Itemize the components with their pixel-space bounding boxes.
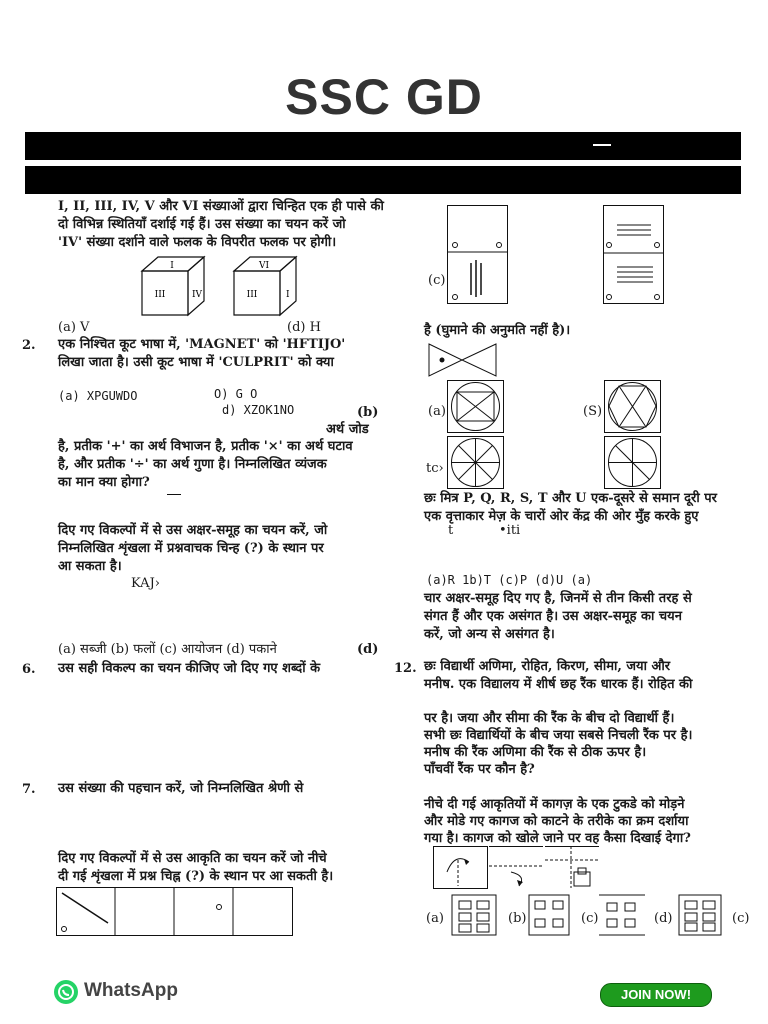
dash-mark	[167, 494, 181, 495]
q5-option-d: (d)	[357, 642, 379, 657]
q7-number: 7.	[22, 782, 36, 797]
join-now-label: JOIN NOW!	[620, 987, 692, 1002]
q2-line: एक निश्चित कूट भाषा में, 'MAGNET' को 'HFTIJO'	[58, 337, 346, 352]
dice2-right: I	[286, 290, 290, 300]
fold-answer-figures	[449, 893, 749, 937]
q7-line: उस संख्या की पहचान करें, जो निम्नलिखित श्रेणी से	[58, 781, 304, 796]
q6-number: 6.	[22, 662, 36, 677]
fragment-iti: •iti	[499, 523, 521, 538]
q1-option-a: (a) V	[58, 320, 90, 335]
q13-option-e: (c)	[732, 911, 750, 926]
dice1-top: I	[170, 261, 174, 271]
header-bar	[25, 132, 741, 160]
q5-options: (a) सब्जी (b) फलों (c) आयोजन (d) पकाने	[58, 642, 277, 657]
q2-option-a: (a) XPGUWDO	[58, 389, 138, 403]
q12-line: पर है। जया और सीमा की रैंक के बीच दो विद्यार्थी हैं।	[424, 711, 675, 726]
option-c-label: (c)	[428, 273, 446, 288]
series-figure	[56, 887, 294, 937]
q13-line: गया है। कागज को खोले जाने पर वह कैसा दिखाई देगा?	[424, 831, 691, 846]
paper-figures	[447, 205, 667, 305]
q3-fragment: अर्थ जोड	[326, 422, 369, 437]
bowtie-figure	[428, 343, 498, 377]
q2-number: 2.	[22, 338, 36, 353]
q1-line: दो विभिन्न स्थितियाँ दर्शाई गई हैं। उस संख्या का चयन करें जो	[58, 217, 346, 232]
fold-steps-figure	[433, 846, 603, 890]
q4-line: आ सकता है।	[58, 559, 122, 574]
dice1-right: IV	[192, 290, 203, 300]
q11-line: संगत हैं और एक असंगत है। उस अक्षर-समूह का चयन	[424, 609, 682, 624]
q1-line: 'IV' संख्या दर्शाने वाले फलक के विपरीत फलक पर होगी।	[58, 235, 337, 250]
q3-line: है, और प्रतीक '÷' का अर्थ गुणा है। निम्नलिखित व्यंजक	[58, 457, 327, 472]
dice1-left: III	[154, 290, 166, 300]
q8-line: दिए गए विकल्पों में से उस आकृति का चयन करें जो नीचे	[58, 851, 327, 866]
q1-line: I, II, III, IV, V और VI संख्याओं द्वारा चिन्हित एक ही पासे की	[58, 199, 384, 214]
fig-option-b: (S)	[583, 404, 603, 419]
q10-options: (a)R 1b)T (c)P (d)U (a)	[426, 573, 593, 587]
fig-option-c: tc›	[426, 461, 444, 476]
q12-line: छः विद्यार्थी अणिमा, रोहित, किरण, सीमा, जया और	[424, 659, 671, 674]
q13-option-a: (a)	[426, 911, 444, 926]
q12-number: 12.	[394, 661, 417, 676]
q4-fragment: KAJ›	[131, 576, 160, 591]
q13-line: नीचे दी गई आकृतियों में कागज़ के एक टुकडे को मोड़ने	[424, 797, 685, 812]
fig-option-a: (a)	[428, 404, 446, 419]
header-bar-2	[25, 166, 741, 194]
dice-figure	[140, 255, 300, 317]
rotation-note: है (घुमाने की अनुमति नहीं है)।	[424, 323, 571, 338]
dice2-left: III	[246, 290, 258, 300]
q2-option-b: (b)	[357, 405, 379, 420]
q1-option-d: (d) H	[287, 320, 321, 335]
q2-option-d: d) XZOK1NO	[222, 403, 295, 417]
q11-line: करें, जो अन्य से असंगत है।	[424, 627, 555, 642]
q10-line: छः मित्र P, Q, R, S, T और U एक-दूसरे से समान दूरी पर	[424, 491, 717, 506]
q12-line: मनीष की रैंक अणिमा की रैंक से ठीक ऊपर है।	[424, 745, 647, 760]
q8-line: दी गई शृंखला में प्रश्न चिह्न (?) के स्थान पर आ सकती है।	[58, 869, 334, 884]
q12-line: सभी छः विद्यार्थियों के बीच जया सबसे निचली रैंक पर है।	[424, 728, 693, 743]
circle-options-figure	[447, 380, 665, 490]
join-now-button[interactable]	[600, 983, 712, 1007]
q11-line: चार अक्षर-समूह दिए गए है, जिनमें से तीन किसी तरह से	[424, 591, 692, 606]
q4-line: निम्नलिखित शृंखला में प्रश्नवाचक चिन्ह (?) के स्थान पर	[58, 541, 324, 556]
q12-line: पाँचवीं रैंक पर कौन है?	[424, 762, 535, 777]
dice2-top: VI	[258, 261, 270, 271]
q12-line: मनीष. एक विद्यालय में शीर्ष छह रैंक धारक हैं। रोहित की	[424, 677, 693, 692]
q10-line: एक वृत्ताकार मेज़ के चारों ओर केंद्र की ओर मुँह करके हुए	[424, 509, 699, 524]
q2-option-mid: O) G O	[214, 387, 258, 401]
q3-line: का मान क्या होगा?	[58, 475, 150, 490]
bar-dash	[593, 144, 611, 146]
q2-line: लिखा जाता है। उसी कूट भाषा में 'CULPRIT' को क्या	[58, 355, 334, 370]
q6-line: उस सही विकल्प का चयन कीजिए जो दिए गए शब्दों के	[58, 661, 321, 676]
q3-line: है, प्रतीक '+' का अर्थ विभाजन है, प्रतीक '×' का अर्थ घटाव	[58, 439, 353, 454]
q13-option-c: (c)	[581, 911, 599, 926]
q4-line: दिए गए विकल्पों में से उस अक्षर-समूह का चयन करें, जो	[58, 523, 328, 538]
fragment-t: t	[448, 523, 454, 538]
whatsapp-link[interactable]: WhatsApp	[84, 980, 178, 1001]
whatsapp-icon[interactable]	[54, 980, 78, 1004]
q13-option-b: (b)	[508, 911, 527, 926]
q13-option-d: (d)	[654, 911, 673, 926]
q13-line: और मोडे गए कागज को काटने के तरीके का क्रम दर्शाया	[424, 814, 689, 829]
page-title: SSC GD	[285, 69, 483, 125]
